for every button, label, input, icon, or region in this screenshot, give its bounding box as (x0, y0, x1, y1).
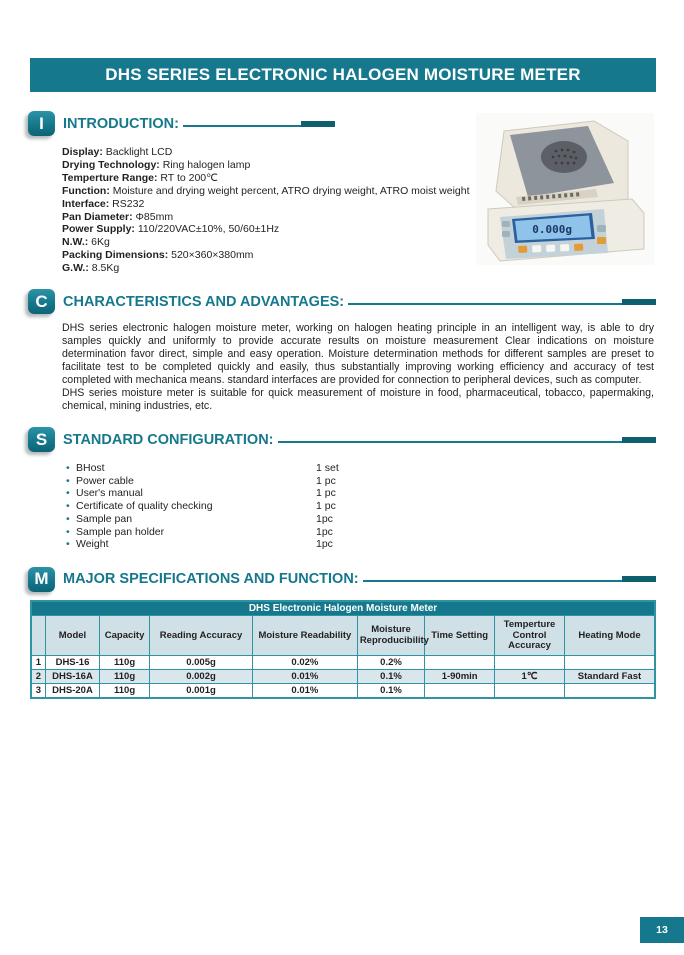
title-rule (183, 121, 335, 127)
spec-line: Packing Dimensions: 520×360×380mm (62, 249, 254, 262)
specifications-table-wrap (30, 600, 656, 700)
configuration-list (66, 462, 684, 551)
characteristics-letter-icon (28, 289, 55, 314)
specifications-table (30, 600, 656, 700)
spec-line: Power Supply: 110/220VAC±10%, 50/60±1Hz (62, 223, 280, 236)
table-cell: 0.005g (150, 656, 253, 670)
standard-configuration-letter-icon (28, 427, 55, 452)
title-rule (348, 299, 656, 305)
column-header: Reading Accuracy (150, 616, 253, 656)
characteristics-text (62, 322, 654, 413)
configuration-item (66, 462, 684, 475)
item-name: Weight (76, 538, 109, 551)
table-row (31, 656, 655, 670)
specifications-letter-icon (28, 567, 55, 592)
table-cell: 0.02% (252, 656, 357, 670)
introduction-letter-icon (28, 111, 55, 136)
bullet-icon: • (66, 487, 70, 500)
table-cell: 110g (100, 684, 150, 699)
item-name: Certificate of quality checking (76, 500, 213, 513)
characteristics-paragraph: DHS series electronic halogen moisture meter, working on halogen heating principle in an intelligent way, is able to dry samples quickly and uniformly to provide accurate results on moisture measurement Clear indications on moisture determination favor direct, simple and easy operation. Moisture determination methods for different samples are preset to facilitate test to be completed quickly and easily, thus substantially improving working efficiency and accuracy of test completed with mechanica means. standard interfaces are provided for connection to peripheral devices, such as computer. (62, 322, 654, 387)
table-cell: 3 (31, 684, 45, 699)
halogen-moisture-meter-illustration (476, 113, 654, 265)
item-quantity: 1 pc (316, 474, 336, 487)
item-name: BHost (76, 462, 105, 475)
spec-line: Interface: RS232 (62, 197, 145, 210)
product-photo (476, 113, 654, 265)
table-cell: 0.1% (357, 670, 424, 684)
table-title: DHS Electronic Halogen Moisture Meter (31, 601, 655, 616)
table-cell (425, 684, 495, 699)
table-cell: 0.002g (150, 670, 253, 684)
section-title-introduction: INTRODUCTION: (63, 115, 179, 132)
configuration-item (66, 500, 684, 513)
page-title: DHS SERIES ELECTRONIC HALOGEN MOISTURE METER (30, 58, 656, 92)
configuration-item (66, 513, 684, 526)
icon-letter: I (39, 113, 44, 133)
section-head-characteristics (28, 289, 656, 314)
table-cell: 0.2% (357, 656, 424, 670)
bullet-icon: • (66, 512, 70, 525)
table-cell: 1-90min (425, 670, 495, 684)
item-name: Power cable (76, 474, 134, 487)
icon-letter: S (35, 429, 48, 449)
table-cell (564, 656, 655, 670)
table-cell: DHS-16A (45, 670, 99, 684)
table-cell (564, 684, 655, 699)
item-quantity: 1 pc (316, 487, 336, 500)
column-header: Capacity (100, 616, 150, 656)
table-cell: 2 (31, 670, 45, 684)
section-head-specifications (28, 567, 656, 592)
title-rule (278, 437, 657, 443)
bullet-icon: • (66, 474, 70, 487)
configuration-item (66, 487, 684, 500)
bullet-icon: • (66, 500, 70, 513)
column-header: Model (45, 616, 99, 656)
icon-letter: C (35, 291, 48, 311)
item-quantity: 1pc (316, 525, 333, 538)
table-cell (495, 656, 565, 670)
column-header (31, 616, 45, 656)
spec-line: G.W.: 8.5Kg (62, 262, 120, 275)
column-header: Temperture Control Accuracy (495, 616, 565, 656)
table-row (31, 670, 655, 684)
table-cell: 0.001g (150, 684, 253, 699)
spec-line: Drying Technology: Ring halogen lamp (62, 158, 251, 171)
column-header: Moisture Reproducibility (357, 616, 424, 656)
table-cell: DHS-20A (45, 684, 99, 699)
spec-line: Temperture Range: RT to 200℃ (62, 171, 218, 184)
table-cell: 110g (100, 670, 150, 684)
spec-line: N.W.: 6Kg (62, 236, 110, 249)
table-cell: 110g (100, 656, 150, 670)
configuration-item (66, 538, 684, 551)
configuration-item (66, 526, 684, 539)
bullet-icon: • (66, 462, 70, 475)
item-name: User's manual (76, 487, 143, 500)
table-cell (425, 656, 495, 670)
section-title-specifications: MAJOR SPECIFICATIONS AND FUNCTION: (63, 571, 359, 588)
section-title-standard-configuration: STANDARD CONFIGURATION: (63, 431, 274, 448)
table-cell: 1 (31, 656, 45, 670)
table-cell: 1℃ (495, 670, 565, 684)
table-cell: 0.01% (252, 684, 357, 699)
page-number-badge: 13 (640, 917, 684, 943)
section-head-standard-configuration (28, 427, 656, 452)
column-header: Time Setting (425, 616, 495, 656)
table-cell: DHS-16 (45, 656, 99, 670)
item-quantity: 1 set (316, 462, 339, 475)
table-cell: Standard Fast (564, 670, 655, 684)
table-row (31, 684, 655, 699)
lcd-readout: 0.000g (532, 223, 572, 236)
section-title-characteristics: CHARACTERISTICS AND ADVANTAGES: (63, 293, 345, 310)
configuration-item (66, 475, 684, 488)
title-rule (363, 576, 656, 582)
bullet-icon: • (66, 525, 70, 538)
intro-spec-list (62, 146, 482, 275)
item-name: Sample pan holder (76, 525, 165, 538)
bullet-icon: • (66, 538, 70, 551)
item-quantity: 1 pc (316, 500, 336, 513)
table-cell: 0.1% (357, 684, 424, 699)
icon-letter: M (34, 569, 49, 589)
characteristics-paragraph: DHS series moisture meter is suitable for quick measurement of moisture in food, pharmaceutical, tobacco, papermaking, chemical, mining industries, etc. (62, 387, 654, 413)
table-cell: 0.01% (252, 670, 357, 684)
spec-line: Pan Diameter: Φ85mm (62, 210, 174, 223)
item-quantity: 1pc (316, 512, 333, 525)
column-header: Moisture Readability (252, 616, 357, 656)
spec-line: Function: Moisture and drying weight percent, ATRO drying weight, ATRO moist weight (62, 184, 470, 197)
column-header: Heating Mode (564, 616, 655, 656)
spec-line: Display: Backlight LCD (62, 146, 173, 158)
item-quantity: 1pc (316, 538, 333, 551)
item-name: Sample pan (76, 512, 133, 525)
table-cell (495, 684, 565, 699)
table-header-row (31, 616, 655, 656)
